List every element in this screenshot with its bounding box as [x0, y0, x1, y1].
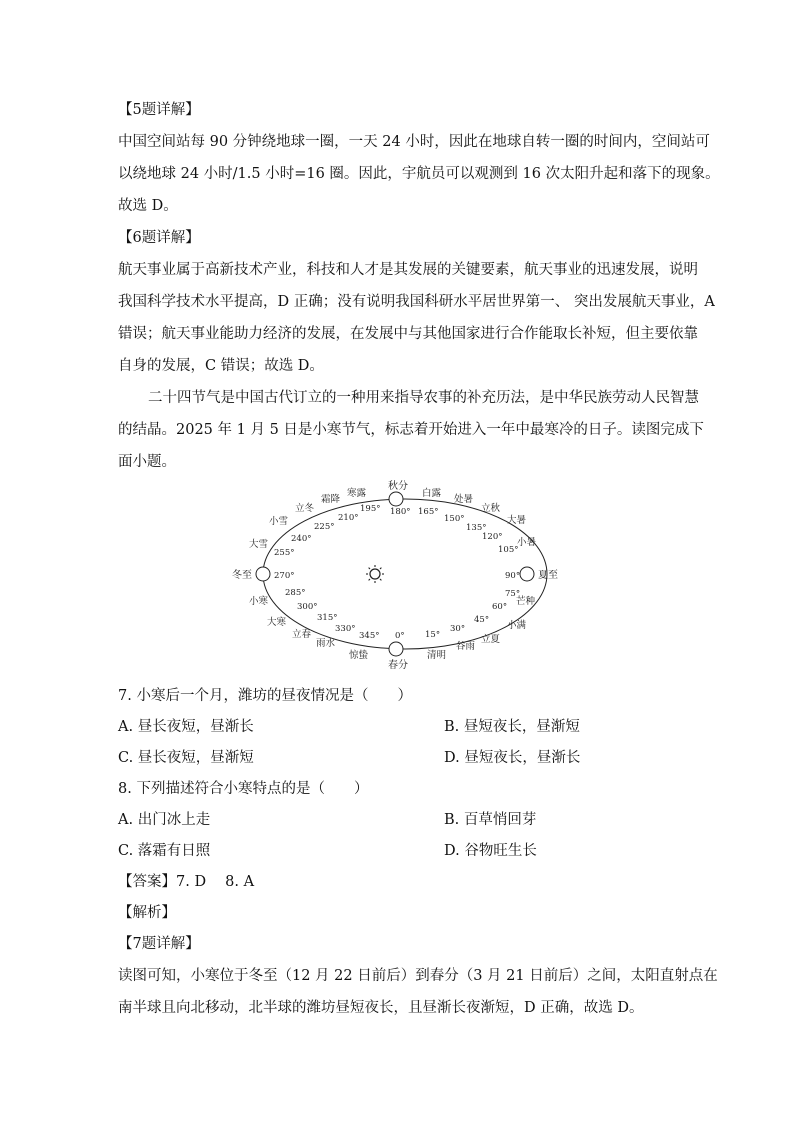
- term-label: 谷雨: [456, 641, 476, 652]
- degree-label: 225°: [314, 522, 335, 532]
- term-label: 芒种: [516, 596, 536, 607]
- degree-label: 345°: [359, 631, 380, 641]
- degree-label: 255°: [274, 548, 295, 558]
- term-label: 立秋: [481, 503, 501, 514]
- q8-stem: 8. 下列描述符合小寒特点的是（ ）: [118, 781, 369, 797]
- sec5-heading: 【5题详解】: [118, 102, 200, 118]
- term-label: 立夏: [481, 634, 501, 645]
- degree-label: 180°: [390, 507, 411, 517]
- degree-label: 315°: [317, 613, 338, 623]
- term-label: 清明: [427, 650, 447, 661]
- term-label: 白露: [422, 488, 442, 499]
- degree-label: 210°: [338, 513, 359, 523]
- intro-line-2: 的结晶。2025 年 1 月 5 日是小寒节气，标志着开始进入一年中最寒冷的日子。读图完成下: [118, 422, 704, 438]
- label-winter: 冬至: [232, 570, 252, 581]
- degree-label: 150°: [444, 514, 465, 524]
- answer-line: [118, 872, 254, 892]
- term-label: 大雪: [249, 539, 269, 550]
- q7-option-a: A. 昼长夜短，昼渐长: [118, 719, 254, 735]
- term-label: 小寒: [249, 596, 269, 607]
- degree-label: 300°: [297, 602, 318, 612]
- label-autumn: 秋分: [388, 481, 408, 492]
- sec7-heading: 【7题详解】: [118, 936, 200, 952]
- term-label: 雨水: [316, 638, 336, 649]
- degree-label: 195°: [360, 504, 381, 514]
- degree-label: 135°: [466, 523, 487, 533]
- q7-option-d: D. 昼短夜长，昼渐长: [444, 750, 581, 766]
- sec6-line-3: 错误；航天事业能助力经济的发展，在发展中与其他国家进行合作能取长补短，但主要依靠: [118, 326, 698, 342]
- term-label: 大暑: [507, 515, 527, 526]
- degree-label: 15°: [425, 630, 441, 640]
- degree-label: 45°: [474, 615, 490, 625]
- term-label: 小满: [507, 620, 527, 631]
- degree-label: 240°: [291, 534, 312, 544]
- earth-summer: [520, 567, 534, 581]
- term-label: 寒露: [347, 488, 367, 499]
- q7-option-b: B. 昼短夜长，昼渐短: [444, 719, 580, 735]
- earth-winter: [256, 567, 270, 581]
- sec6-heading: 【6题详解】: [118, 230, 200, 246]
- label-summer: 夏至: [538, 570, 558, 581]
- q7-option-c: C. 昼长夜短，昼渐短: [118, 750, 254, 766]
- term-label: 大寒: [267, 617, 287, 628]
- degree-label: 60°: [492, 602, 508, 612]
- degree-label: 90°: [505, 571, 521, 581]
- term-label: 处暑: [454, 494, 474, 505]
- sec6-line-4: 自身的发展，C 错误；故选 D。: [118, 358, 324, 374]
- term-label: 小暑: [517, 537, 537, 548]
- degree-label: 165°: [418, 507, 439, 517]
- q8-option-d: D. 谷物旺生长: [444, 843, 537, 859]
- sec7-line-1: 读图可知，小寒位于冬至（12 月 22 日前后）到春分（3 月 21 日前后）之间，太阳直射点在: [118, 968, 718, 984]
- term-label: 惊蛰: [349, 650, 369, 661]
- degree-label: 75°: [505, 589, 521, 599]
- term-label: 立冬: [295, 503, 315, 514]
- q8-option-b: B. 百草悄回芽: [444, 812, 537, 828]
- label-spring: 春分: [388, 660, 408, 671]
- sec5-line-1: 中国空间站每 90 分钟绕地球一圈，一天 24 小时，因此在地球自转一圈的时间内，空间站可: [118, 134, 710, 150]
- answer-label: 【答案】: [118, 874, 176, 890]
- earth-autumn: [389, 492, 403, 506]
- sec6-line-2: 我国科学技术水平提高，D 正确；没有说明我国科研水平居世界第一、 突出发展航天事业，A: [118, 294, 715, 310]
- analysis-heading: 【解析】: [118, 905, 176, 921]
- degree-label: 105°: [498, 545, 519, 555]
- degree-label: 270°: [274, 571, 295, 581]
- degree-label: 0°: [395, 631, 405, 641]
- sec7-line-2: 南半球且向北移动，北半球的潍坊昼短夜长，且昼渐长夜渐短，D 正确，故选 D。: [118, 1000, 644, 1016]
- intro-line-1: 二十四节气是中国古代订立的一种用来指导农事的补充历法，是中华民族劳动人民智慧: [148, 390, 699, 406]
- term-label: 小雪: [269, 516, 289, 527]
- intro-line-3: 面小题。: [118, 454, 176, 470]
- sun-icon: [366, 565, 384, 583]
- term-label: 立春: [292, 629, 312, 640]
- degree-label: 120°: [482, 532, 503, 542]
- q7-stem: 7. 小寒后一个月，潍坊的昼夜情况是（ ）: [118, 688, 412, 704]
- degree-label: 330°: [335, 624, 356, 634]
- sec5-line-3: 故选 D。: [118, 198, 178, 214]
- answer-text: 7. D 8. A: [176, 874, 255, 890]
- degree-label: 285°: [285, 588, 306, 598]
- q8-option-a: A. 出门冰上走: [118, 812, 211, 828]
- sec6-line-1: 航天事业属于高新技术产业，科技和人才是其发展的关键要素，航天事业的迅速发展，说明: [118, 262, 698, 278]
- sec5-line-2: 以绕地球 24 小时/1.5 小时=16 圈。因此，宇航员可以观测到 16 次太阳升起和落下的现象。: [118, 166, 720, 182]
- solar-terms-orbit-diagram: [232, 478, 578, 674]
- q8-option-c: C. 落霜有日照: [118, 843, 211, 859]
- earth-spring: [389, 642, 403, 656]
- term-label: 霜降: [321, 494, 341, 505]
- degree-label: 30°: [450, 624, 466, 634]
